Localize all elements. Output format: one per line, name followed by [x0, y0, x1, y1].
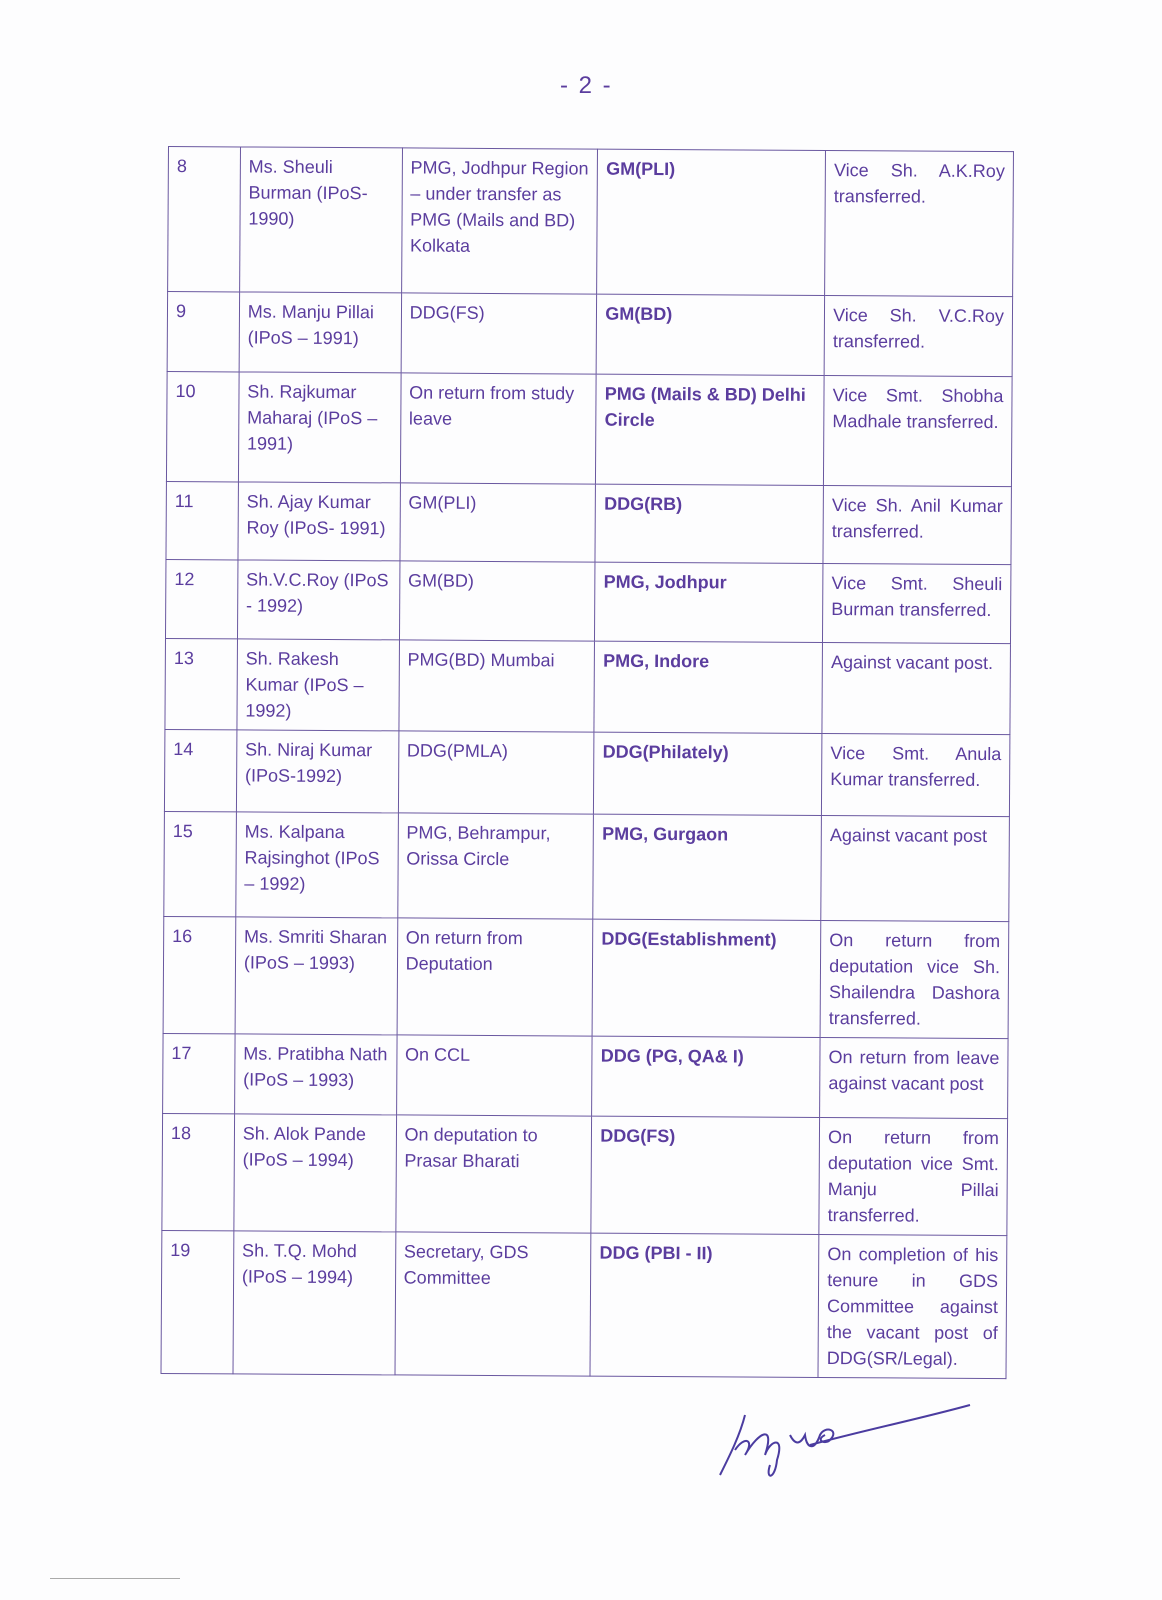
serial-number: 15	[164, 811, 236, 916]
present-posting: DDG(FS)	[401, 293, 597, 374]
remarks: Against vacant post.	[822, 643, 1010, 735]
officer-name: Ms. Sheuli Burman (IPoS-1990)	[239, 147, 402, 293]
new-posting: DDG(Establishment)	[592, 919, 821, 1037]
table-row	[166, 481, 1011, 564]
officer-name: Sh. Ajay Kumar Roy (IPoS- 1991)	[238, 482, 400, 561]
officer-name: Sh. Rajkumar Maharaj (IPoS – 1991)	[238, 372, 400, 483]
serial-number: 12	[165, 559, 237, 638]
officer-name: Ms. Manju Pillai (IPoS – 1991)	[239, 292, 401, 373]
present-posting: GM(BD)	[399, 561, 595, 641]
remarks: Vice Smt. Anula Kumar transferred.	[822, 734, 1010, 817]
table-row	[162, 1113, 1008, 1235]
officer-name: Sh.V.C.Roy (IPoS - 1992)	[237, 560, 399, 640]
present-posting: PMG, Jodhpur Region – under transfer as PMG (Mails and BD) Kolkata	[401, 148, 598, 294]
serial-number: 11	[166, 481, 238, 559]
serial-number: 19	[161, 1230, 234, 1373]
present-posting: PMG(BD) Mumbai	[399, 640, 595, 732]
serial-number: 8	[168, 147, 241, 292]
serial-number: 18	[162, 1113, 235, 1230]
new-posting: PMG, Gurgaon	[593, 814, 821, 920]
table-row	[163, 1033, 1008, 1118]
present-posting: Secretary, GDS Committee	[395, 1232, 592, 1376]
present-posting: PMG, Behrampur, Orissa Circle	[397, 813, 593, 919]
remarks: Vice Smt. Sheuli Burman transferred.	[823, 564, 1011, 644]
remarks: Vice Sh. V.C.Roy transferred.	[824, 296, 1012, 377]
footer-rule	[50, 1578, 180, 1579]
remarks: On return from deputation vice Smt. Manju Pillai transferred.	[819, 1117, 1008, 1235]
remarks: On completion of his tenure in GDS Committee against the vacant post of DDG(SR/Legal).	[818, 1234, 1007, 1378]
transfer-table	[160, 146, 1013, 1379]
officer-name: Sh. T.Q. Mohd (IPoS – 1994)	[233, 1231, 396, 1375]
serial-number: 14	[164, 729, 236, 811]
officer-name: Ms. Kalpana Rajsinghot (IPoS – 1992)	[236, 812, 398, 918]
new-posting: GM(PLI)	[597, 149, 826, 295]
present-posting: On CCL	[396, 1035, 592, 1116]
new-posting: DDG(RB)	[595, 484, 823, 563]
present-posting: DDG(PMLA)	[398, 731, 594, 814]
remarks: Vice Sh. A.K.Roy transferred.	[825, 151, 1014, 297]
remarks: On return from deputation vice Sh. Shailendra Dashora transferred.	[820, 921, 1009, 1039]
remarks: Vice Smt. Shobha Madhale transferred.	[824, 376, 1013, 487]
new-posting: GM(BD)	[596, 294, 824, 375]
present-posting: On return from study leave	[400, 373, 596, 484]
serial-number: 16	[163, 916, 236, 1033]
officer-name: Sh. Niraj Kumar (IPoS-1992)	[236, 730, 398, 813]
table-row	[165, 559, 1010, 643]
serial-number: 13	[165, 638, 237, 729]
serial-number: 10	[166, 371, 239, 481]
table-row	[168, 147, 1014, 297]
table-row	[166, 371, 1012, 486]
officer-name: Sh. Alok Pande (IPoS – 1994)	[234, 1114, 396, 1232]
officer-name: Sh. Rakesh Kumar (IPoS – 1992)	[237, 639, 399, 731]
new-posting: DDG(FS)	[591, 1116, 820, 1234]
present-posting: On deputation to Prasar Bharati	[395, 1115, 591, 1233]
table-row	[163, 916, 1009, 1038]
remarks: Vice Sh. Anil Kumar transferred.	[823, 486, 1011, 565]
remarks: Against vacant post	[821, 816, 1009, 922]
officer-name: Ms. Smriti Sharan (IPoS – 1993)	[235, 917, 397, 1035]
table-row	[161, 1230, 1007, 1378]
new-posting: DDG (PG, QA& I)	[592, 1036, 820, 1117]
new-posting: DDG(Philately)	[594, 732, 822, 815]
table-row	[164, 811, 1010, 921]
table-row	[164, 729, 1009, 816]
present-posting: GM(PLI)	[400, 483, 596, 562]
signature	[715, 1395, 975, 1485]
remarks: On return from leave against vacant post	[820, 1038, 1008, 1119]
officer-name: Ms. Pratibha Nath (IPoS – 1993)	[234, 1034, 396, 1115]
table-row	[167, 292, 1012, 377]
new-posting: PMG (Mails & BD) Delhi Circle	[596, 374, 825, 485]
serial-number: 17	[163, 1033, 235, 1113]
table-row	[165, 638, 1011, 734]
new-posting: DDG (PBI - II)	[590, 1233, 819, 1377]
new-posting: PMG, Indore	[594, 641, 822, 733]
serial-number: 9	[167, 292, 239, 372]
page-number: - 2 -	[560, 72, 613, 99]
new-posting: PMG, Jodhpur	[595, 562, 823, 642]
present-posting: On return from Deputation	[397, 918, 593, 1036]
